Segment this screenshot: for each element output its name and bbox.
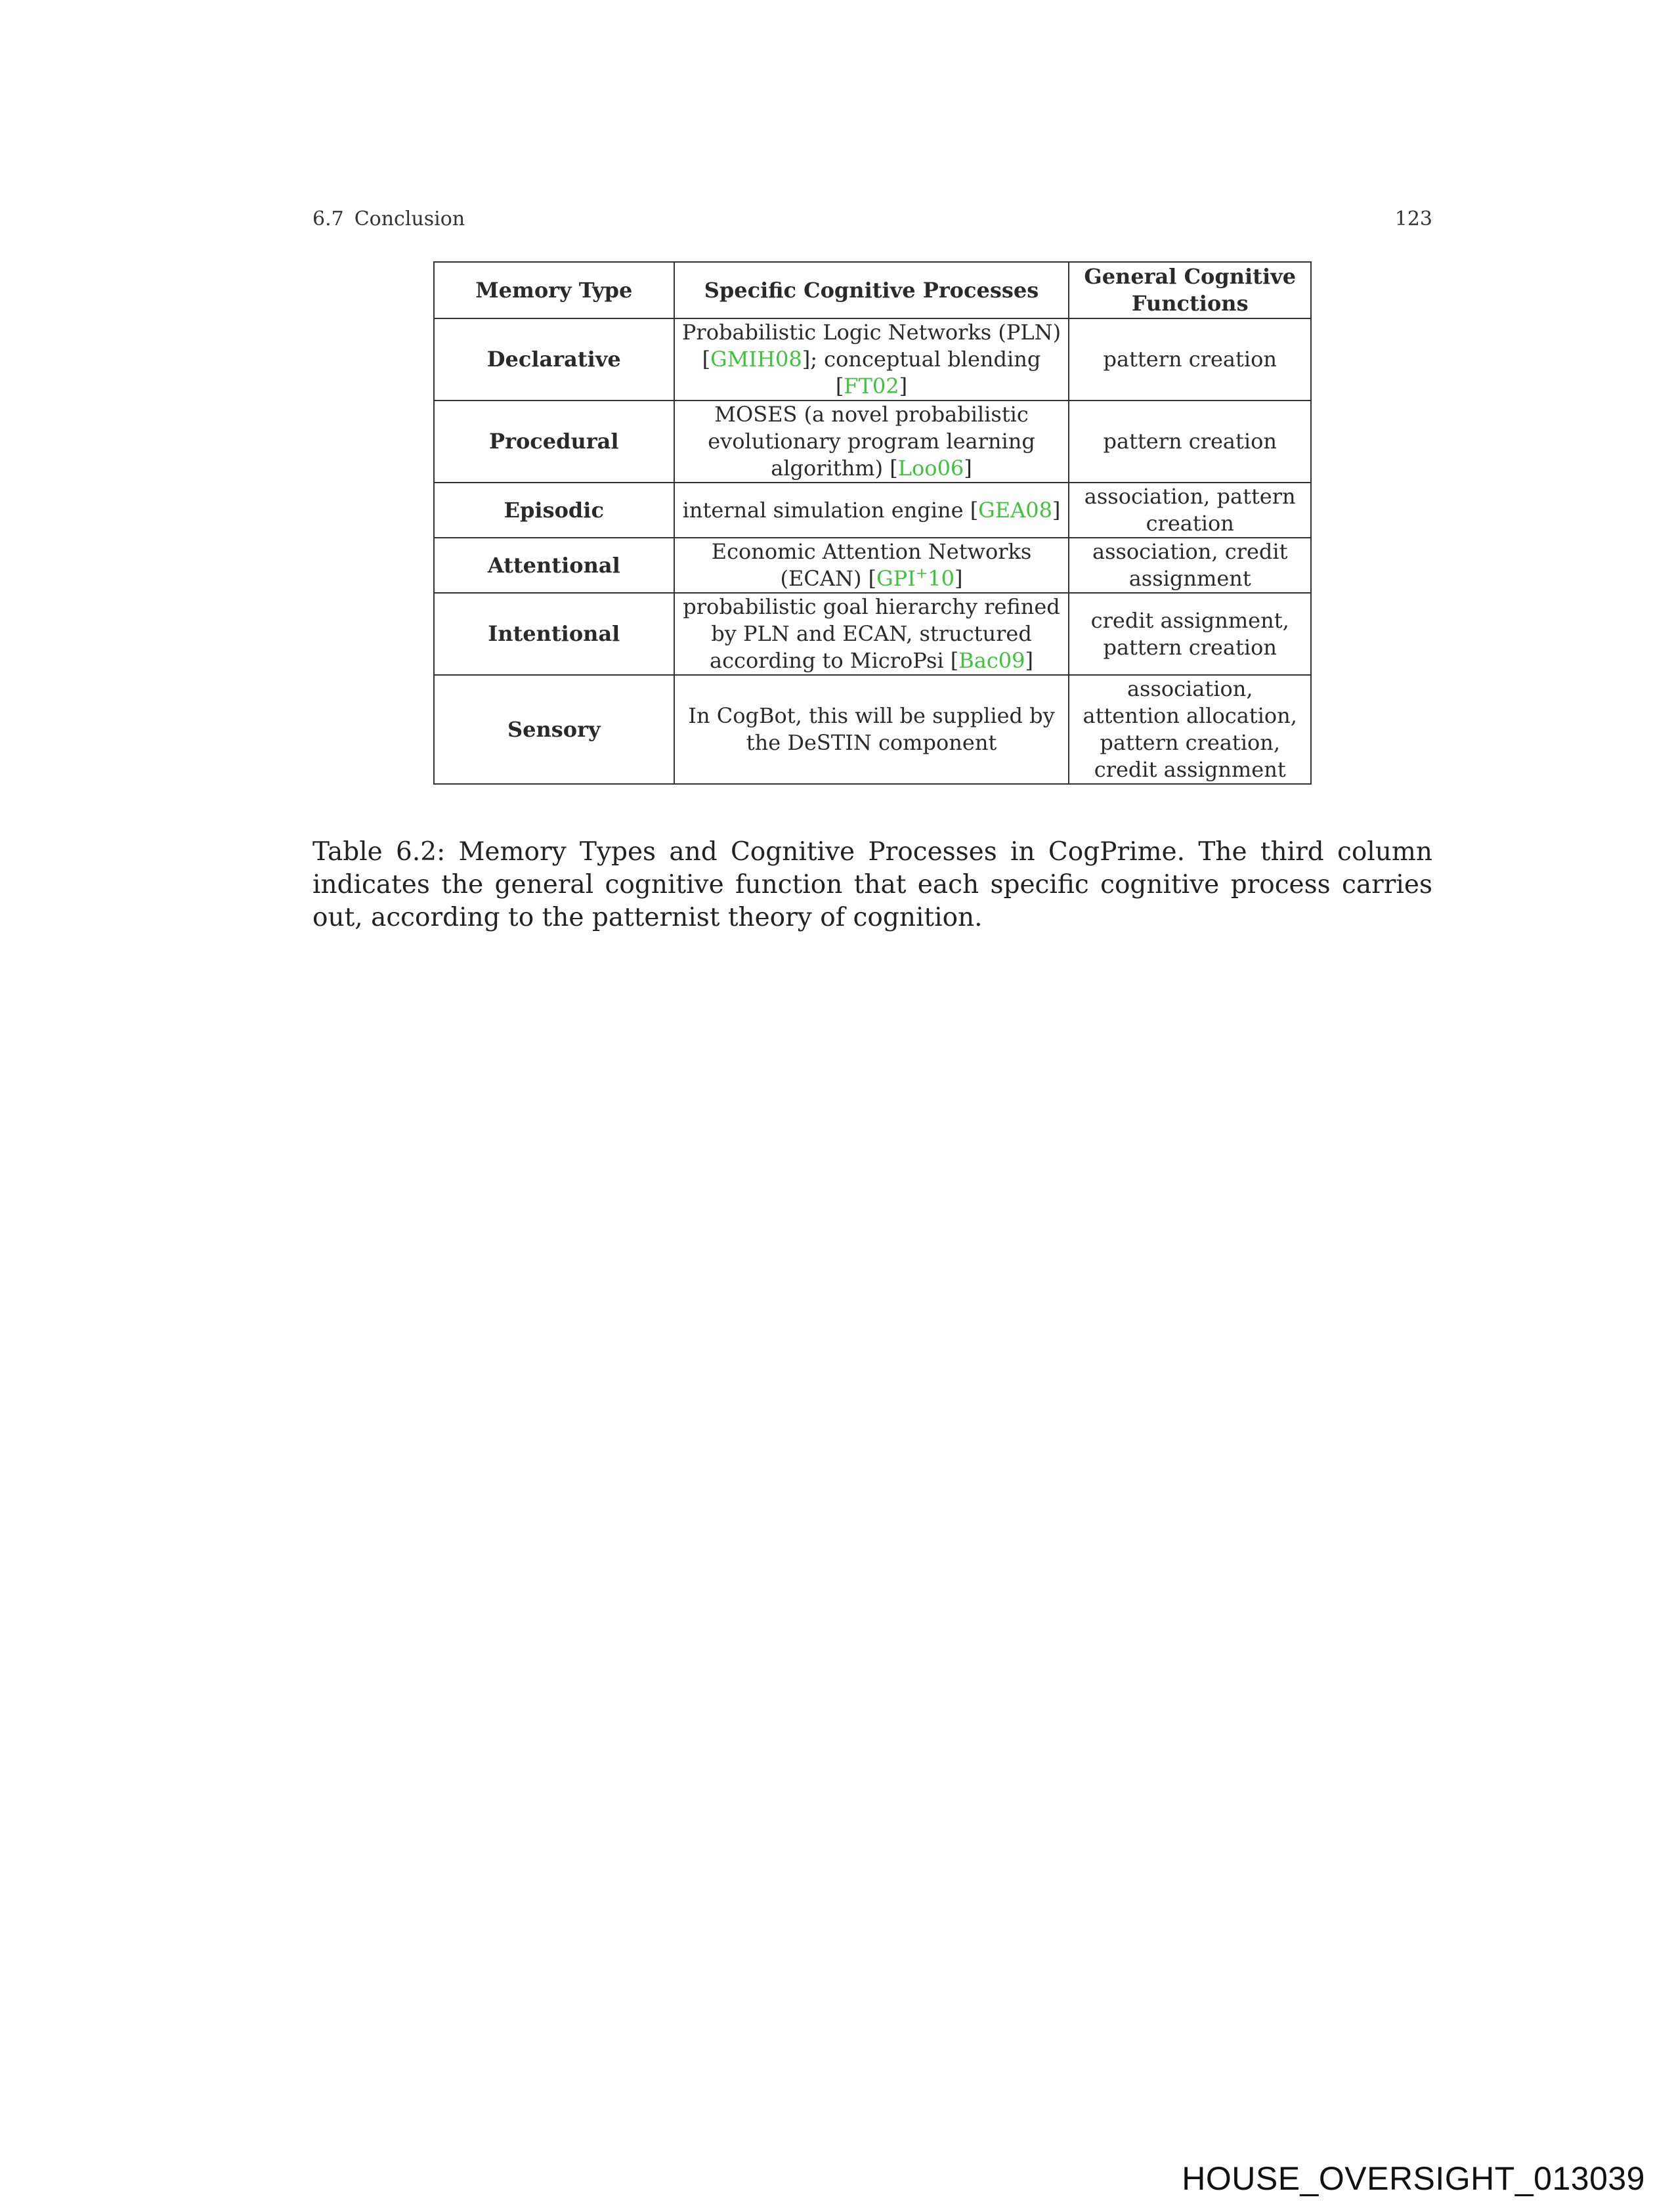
table-row [434,483,1311,538]
memory-type-cell: Intentional [434,593,674,675]
memory-type-cell: Attentional [434,538,674,593]
table-row [434,401,1311,483]
process-cell: In CogBot, this will be supplied by the DeSTIN component [674,675,1069,784]
process-text: Economic Attention Networks (ECAN) [ [711,539,1032,591]
header-specific-processes: Specific Cognitive Processes [674,262,1069,318]
bates-number: HOUSE_OVERSIGHT_013039 [1182,2160,1645,2197]
function-cell: association, pattern creation [1069,483,1311,538]
memory-type-cell: Procedural [434,401,674,483]
process-text: internal simulation engine [ [682,497,979,523]
citation-link[interactable]: FT02 [844,374,899,399]
memory-type-cell: Sensory [434,675,674,784]
process-text: ] [964,456,972,481]
process-text: ] [1052,497,1061,523]
function-cell: association, credit assignment [1069,538,1311,593]
table-row [434,593,1311,675]
table-caption [312,836,1432,934]
citation-link[interactable]: Bac09 [958,648,1025,673]
memory-types-table [433,261,1312,785]
process-text: probabilistic goal hierarchy refined by PLN and ECAN, structured according to MicroPsi [ [683,594,1060,673]
citation-year: 10 [928,566,955,591]
citation-link[interactable]: GEA08 [978,497,1052,523]
memory-type-cell: Episodic [434,483,674,538]
citation-key: GPI [876,566,916,591]
citation-link[interactable] [876,566,955,591]
section-title: Conclusion [354,207,465,230]
process-text: ] [1025,648,1033,673]
table-row [434,318,1311,401]
header-memory-type: Memory Type [434,262,674,318]
caption-label: Table 6.2: [312,837,446,867]
process-cell [674,483,1069,538]
process-cell [674,593,1069,675]
header-general-functions: General Cognitive Functions [1069,262,1311,318]
section-heading [312,207,465,230]
process-cell [674,318,1069,401]
citation-link[interactable]: Loo06 [897,456,964,481]
table-row [434,538,1311,593]
running-header [312,207,1432,230]
process-cell [674,538,1069,593]
section-number: 6.7 [312,207,344,230]
process-text: ] [899,374,908,399]
process-cell [674,401,1069,483]
memory-type-cell: Declarative [434,318,674,401]
function-cell: pattern creation [1069,401,1311,483]
function-cell: pattern creation [1069,318,1311,401]
process-text: ]; conceptual blending [ [802,347,1041,399]
function-cell: credit assignment, pattern creation [1069,593,1311,675]
caption-text: Memory Types and Cognitive Processes in CogPrime. The third column indicates the general cognitive function that each specific cognitive process carries out, according to the patternist theory of cognition. [312,837,1432,932]
process-text: MOSES (a novel probabilistic evolutionary program learning algorithm) [ [708,402,1035,481]
process-text: ] [955,566,963,591]
process-text: Probabilistic Logic Networks (PLN) [ [681,320,1062,372]
table-header-row [434,262,1311,318]
function-cell: association, attention allocation, pattern creation, credit assignment [1069,675,1311,784]
citation-link[interactable]: GMIH08 [710,347,802,372]
table-row [434,675,1311,784]
citation-superscript: + [915,565,928,582]
page-number: 123 [1394,207,1432,230]
